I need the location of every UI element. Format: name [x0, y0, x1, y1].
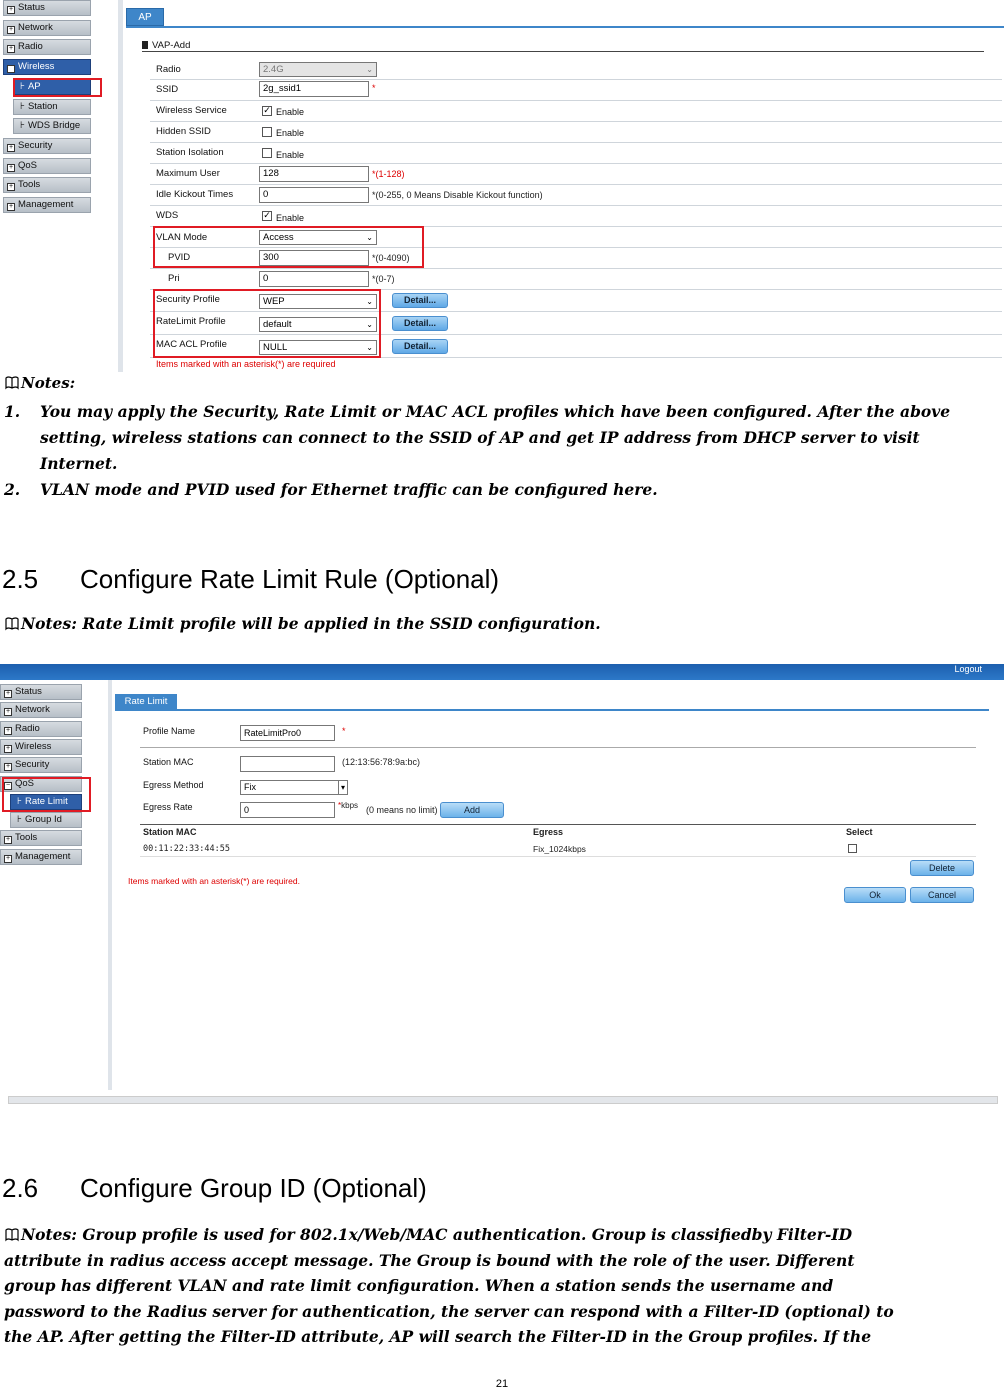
enable-label: Enable: [276, 213, 305, 223]
nav-item-security[interactable]: [3, 138, 91, 154]
pvid-input[interactable]: 300: [259, 250, 369, 266]
security-profile-label: Security Profile: [156, 294, 220, 305]
station-isolation-checkbox[interactable]: [262, 148, 272, 158]
nav-item-label: Management: [15, 850, 71, 862]
ssid-label: SSID: [156, 84, 179, 95]
expand-icon: +: [5, 726, 11, 734]
highlight-vlan-fields: [153, 226, 424, 268]
expand-icon: +: [5, 763, 11, 771]
note-item: 1. You may apply the Security, Rate Limit or MAC ACL profiles which have been configured. After the above setting, wireless stations can connect to the SSID of AP and get IP address from DHCP server to visit Internet.: [4, 402, 951, 473]
nav-item-tools[interactable]: [3, 177, 91, 193]
station-mac-input[interactable]: [240, 756, 335, 772]
egress-rate-hint: (0 means no limit): [366, 805, 438, 815]
nav-item-label: Tools: [18, 179, 41, 191]
nav-item-label: Security: [15, 759, 50, 771]
rate-limit-note: Notes: Rate Limit profile will be applied in the SSID configuration.: [4, 614, 601, 633]
maximum-user-input[interactable]: 128: [259, 166, 369, 182]
required-asterisk: *: [372, 83, 376, 93]
add-button[interactable]: Add: [440, 802, 504, 818]
nav-item-qos[interactable]: [3, 158, 91, 174]
horizontal-scrollbar[interactable]: [8, 1096, 998, 1104]
enable-label: Enable: [276, 107, 305, 117]
nav-item-status[interactable]: [0, 684, 82, 700]
nav-item-label: QoS: [18, 159, 38, 171]
nav-item-network[interactable]: [3, 20, 91, 36]
egress-method-label: Egress Method: [143, 780, 204, 790]
row-divider: [150, 268, 1002, 269]
expand-icon: +: [8, 183, 14, 191]
row-divider: [140, 824, 976, 825]
ssid-input[interactable]: 2g_ssid1: [259, 81, 369, 97]
note-line: the AP. After getting the Filter-ID attribute, AP will search the Filter-ID in the Group profiles. If the: [4, 1327, 872, 1347]
tab-underline: [115, 709, 989, 711]
table-header-egress: Egress: [533, 827, 564, 837]
expand-icon: +: [5, 854, 11, 862]
egress-method-select[interactable]: [240, 780, 348, 795]
ok-button[interactable]: Ok: [844, 887, 906, 903]
nav-item-label: Security: [18, 139, 53, 151]
enable-label: Enable: [276, 128, 305, 138]
nav-item-status[interactable]: [3, 0, 91, 16]
collapse-icon: −: [5, 781, 11, 789]
nav-item-label: WDS Bridge: [27, 120, 81, 132]
ratelimit-detail-button[interactable]: Detail...: [392, 316, 448, 331]
mac-acl-profile-value: NULL: [263, 342, 288, 353]
nav-item-network[interactable]: [0, 702, 82, 718]
enable-label: Enable: [276, 150, 305, 160]
pri-input[interactable]: 0: [259, 271, 369, 287]
nav-item-label: Status: [15, 686, 42, 697]
row-divider: [140, 747, 976, 748]
pri-label: Pri: [168, 273, 180, 284]
expand-icon: +: [8, 163, 14, 171]
mac-acl-profile-label: MAC ACL Profile: [156, 339, 227, 350]
required-note: Items marked with an asterisk(*) are required: [156, 359, 336, 369]
logout-link[interactable]: Logout: [954, 664, 982, 674]
nav-item-label: AP: [27, 80, 41, 92]
expand-icon: +: [8, 203, 14, 210]
highlight-rate-limit-nav: [2, 777, 91, 812]
station-isolation-label: Station Isolation: [156, 147, 224, 158]
tree-branch-icon: ⊦: [17, 814, 22, 826]
chevron-down-icon: ⌄: [366, 343, 373, 352]
notes-heading: Notes:: [4, 374, 75, 392]
table-header-select: Select: [846, 827, 873, 837]
highlight-ap-nav: [13, 78, 102, 97]
top-bar: [0, 664, 1004, 680]
chevron-down-icon: ⌄: [366, 65, 373, 74]
profile-name-label: Profile Name: [143, 726, 196, 736]
expand-icon: +: [8, 45, 14, 53]
required-asterisk: *: [342, 726, 346, 736]
nav-divider: [108, 680, 112, 1090]
row-divider: [150, 142, 1002, 143]
section-heading-2-5: 2.5 Configure Rate Limit Rule (Optional): [2, 564, 500, 594]
expand-icon: +: [8, 6, 14, 13]
row-divider: [150, 100, 1002, 101]
expand-icon: +: [8, 143, 14, 151]
hidden-ssid-label: Hidden SSID: [156, 126, 211, 137]
note-line: group has different VLAN and rate limit configuration. When a station sends the username and: [4, 1276, 834, 1296]
nav-item-tools[interactable]: [0, 830, 82, 846]
section-divider: [142, 51, 984, 52]
egress-rate-unit: *kbps: [338, 801, 359, 810]
note-icon: [4, 375, 20, 390]
nav-item-label: Network: [15, 704, 50, 716]
pvid-label: PVID: [168, 252, 191, 263]
row-divider: [150, 121, 1002, 122]
radio-value: 2.4G: [263, 64, 284, 75]
idle-kickout-hint: *(0-255, 0 Means Disable Kickout function): [372, 190, 543, 200]
egress-method-value: Fix: [244, 782, 256, 792]
nav-item-label: Network: [18, 21, 53, 33]
collapse-icon: −: [8, 65, 14, 73]
row-divider: [150, 163, 1002, 164]
page-number: 21: [495, 1378, 509, 1390]
nav-item-label: Tools: [15, 832, 38, 844]
nav-item-label: Rate Limit: [24, 795, 68, 807]
expand-icon: +: [5, 744, 11, 752]
wds-checkbox[interactable]: ✓: [263, 211, 271, 221]
chevron-down-icon: ▾: [338, 781, 347, 794]
vlan-mode-label: VLAN Mode: [156, 232, 208, 243]
note-line: password to the Radius server for authentication, the server can respond with a Filter-ID (optional) to: [4, 1301, 894, 1321]
table-header-station-mac: Station MAC: [143, 827, 197, 837]
nav-item-label: Radio: [15, 722, 40, 734]
group-id-note: [4, 1222, 1004, 1350]
chevron-down-icon: ⌄: [366, 233, 373, 242]
note-line: attribute in radius access accept message. The Group is bound with the role of the user. Different: [4, 1250, 855, 1270]
profile-name-input[interactable]: RateLimitPro0: [240, 725, 335, 741]
table-cell-egress: Fix_1024kbps: [533, 844, 586, 854]
nav-item-wireless[interactable]: [3, 59, 91, 75]
nav-item-label: Wireless: [18, 61, 55, 73]
nav-item-label: Station: [27, 100, 58, 112]
station-mac-hint: (12:13:56:78:9a:bc): [342, 757, 421, 767]
nav-item-station[interactable]: [13, 99, 91, 115]
wireless-service-checkbox[interactable]: ✓: [263, 106, 271, 116]
nav-item-wireless[interactable]: [0, 739, 82, 755]
nav-item-label: QoS: [15, 777, 35, 789]
row-divider: [150, 205, 1002, 206]
tab-underline: [126, 26, 1004, 28]
section-title: VAP-Add: [142, 40, 190, 51]
idle-kickout-input[interactable]: 0: [259, 187, 369, 203]
egress-rate-input[interactable]: 0: [240, 802, 335, 818]
nav-item-label: Group Id: [24, 814, 62, 826]
wireless-service-label: Wireless Service: [156, 105, 227, 116]
note-icon: [4, 1227, 20, 1242]
tab-ap[interactable]: AP: [126, 8, 164, 26]
nav-item-label: Management: [18, 199, 74, 210]
security-detail-button[interactable]: Detail...: [392, 293, 448, 308]
vlan-mode-value: Access: [263, 232, 294, 243]
nav-item-wds-bridge[interactable]: [13, 118, 91, 134]
expand-icon: +: [5, 836, 11, 844]
note-item: 2. VLAN mode and PVID used for Ethernet traffic can be configured here.: [4, 480, 658, 499]
tab-rate-limit[interactable]: Rate Limit: [115, 694, 177, 710]
vap-add-screenshot: [0, 0, 1004, 372]
tree-branch-icon: ⊦: [17, 795, 22, 807]
egress-rate-label: Egress Rate: [143, 802, 193, 812]
wds-label: WDS: [156, 210, 179, 221]
nav-divider: [118, 0, 123, 372]
chevron-down-icon: ⌄: [366, 297, 373, 306]
maximum-user-label: Maximum User: [156, 168, 220, 179]
row-divider: [150, 79, 1002, 80]
tree-branch-icon: ⊦: [20, 100, 25, 112]
radio-select: [259, 62, 377, 77]
nav-item-label: Wireless: [15, 740, 52, 752]
rate-limit-screenshot: [0, 664, 1004, 1106]
cancel-button[interactable]: Cancel: [910, 887, 974, 903]
highlight-profile-fields: [153, 289, 381, 358]
row-select-checkbox[interactable]: [848, 844, 857, 853]
notes-list: [4, 399, 1004, 503]
nav-item-label: Status: [18, 2, 45, 13]
tree-branch-icon: ⊦: [20, 80, 25, 92]
radio-label: Radio: [156, 64, 181, 75]
station-mac-label: Station MAC: [143, 757, 194, 767]
section-heading-2-6: 2.6 Configure Group ID (Optional): [2, 1173, 427, 1203]
table-cell-mac: 00:11:22:33:44:55: [143, 844, 230, 854]
ratelimit-profile-label: RateLimit Profile: [156, 316, 226, 327]
nav-item-security[interactable]: [0, 757, 82, 773]
nav-item-radio[interactable]: [0, 721, 82, 737]
pvid-hint: *(0-4090): [372, 253, 410, 263]
idle-kickout-label: Idle Kickout Times: [156, 189, 234, 200]
hidden-ssid-checkbox[interactable]: [262, 127, 272, 137]
pri-hint: *(0-7): [372, 274, 395, 284]
ratelimit-profile-value: default: [263, 319, 292, 330]
mac-acl-detail-button[interactable]: Detail...: [392, 339, 448, 354]
nav-item-management[interactable]: [3, 197, 91, 213]
note-line: Notes: Group profile is used for 802.1x/Web/MAC authentication. Group is classifiedby Filter-ID: [4, 1222, 1004, 1248]
nav-item-group-id[interactable]: [10, 812, 82, 828]
nav-item-management[interactable]: [0, 849, 82, 865]
tree-branch-icon: ⊦: [20, 120, 25, 132]
delete-button[interactable]: Delete: [910, 860, 974, 876]
chevron-down-icon: ⌄: [366, 320, 373, 329]
security-profile-value: WEP: [263, 296, 285, 307]
row-divider: [140, 856, 976, 857]
nav-item-label: Radio: [18, 41, 43, 53]
expand-icon: +: [8, 25, 14, 33]
row-divider: [150, 184, 1002, 185]
expand-icon: +: [5, 690, 11, 697]
expand-icon: +: [5, 708, 11, 716]
maximum-user-hint: *(1-128): [372, 169, 405, 179]
nav-item-radio[interactable]: [3, 39, 91, 55]
required-note: Items marked with an asterisk(*) are required.: [128, 876, 300, 886]
note-icon: [4, 616, 20, 631]
